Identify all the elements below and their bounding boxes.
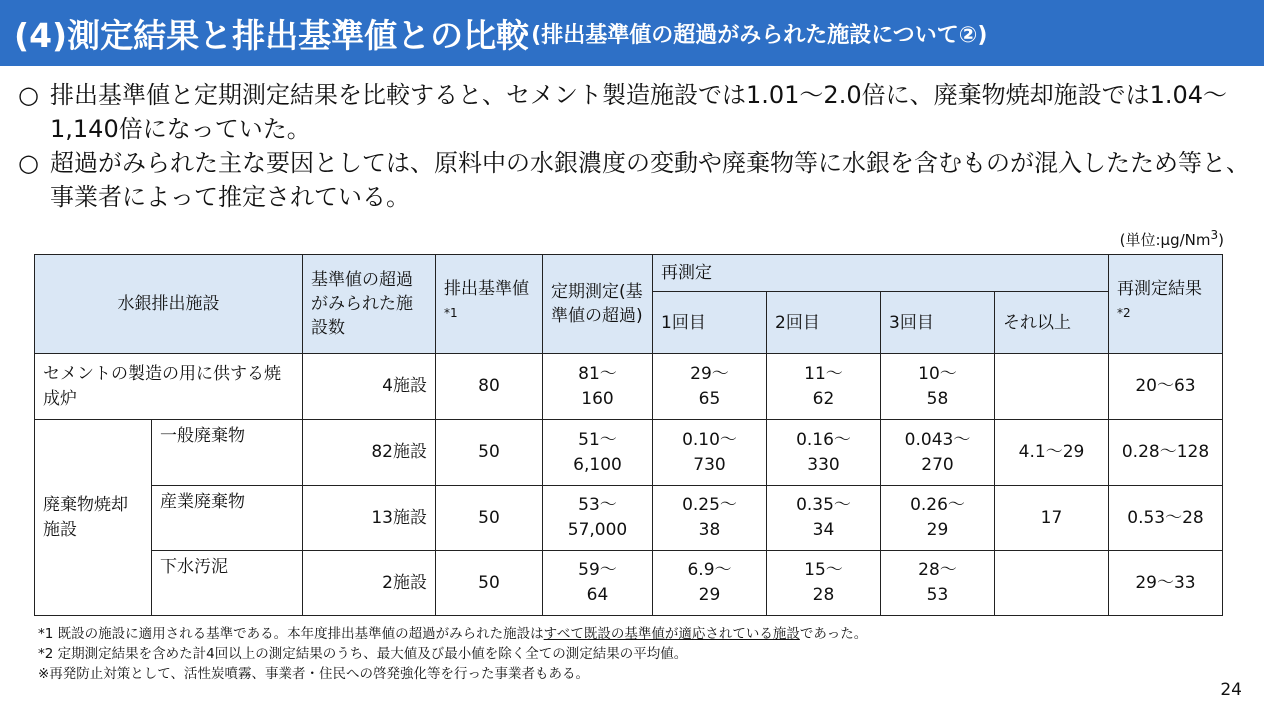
header-first: 1回目: [653, 292, 767, 354]
cell-line: 28〜: [918, 560, 957, 580]
cell-standard: 50: [436, 420, 543, 486]
cell-regular: [543, 420, 653, 486]
cell-line: 29: [698, 585, 721, 605]
cell-second: [767, 551, 881, 616]
cell-second: [767, 354, 881, 420]
cell-line: 160: [581, 388, 614, 409]
unit-suffix: ): [1218, 231, 1224, 249]
header-result-mark: *2: [1117, 306, 1131, 321]
header-second: 2回目: [767, 292, 881, 354]
cell-line: 0.043〜: [904, 429, 971, 450]
cell-line: 62: [812, 388, 835, 409]
header-regular: 定期測定(基準値の超過): [543, 255, 653, 354]
cell-third: [881, 551, 995, 616]
bullet-text: 排出基準値と定期測定結果を比較すると、セメント製造施設では1.01〜2.0倍に、廃棄物焼却施設では1.04〜1,140倍になっていた。: [50, 81, 1228, 143]
cell-first: [653, 551, 767, 616]
header-result: [1109, 255, 1223, 354]
bullet-text: 超過がみられた主な要因としては、原料中の水銀濃度の変動や廃棄物等に水銀を含むものが混入したため等と、事業者によって推定されている。: [50, 149, 1250, 211]
cell-line: 0.26〜: [910, 495, 965, 515]
cell-line: 59〜: [578, 560, 617, 580]
cell-line: 11〜: [804, 363, 843, 384]
header-remeasure: 再測定: [653, 255, 1109, 292]
page-subtitle: (排出基準値の超過がみられた施設について②): [531, 22, 988, 48]
cell-line: 53〜: [578, 495, 617, 515]
cell-line: 0.25〜: [682, 495, 737, 515]
footnote-2: *2 定期測定結果を含めた計4回以上の測定結果のうち、最大値及び最小値を除く全ての測定結果の平均値。: [38, 646, 688, 662]
bullet-mark: ○: [18, 149, 39, 177]
comparison-table: [34, 254, 1223, 616]
footnote-1-underline: すべて既設の基準値が適応されている施設: [543, 626, 800, 642]
cell-standard: 50: [436, 486, 543, 551]
cell-first: [653, 354, 767, 420]
cell-result: 29〜33: [1109, 551, 1223, 616]
cell-more: [995, 354, 1109, 420]
cell-line: 51〜: [578, 429, 617, 450]
cell-first: [653, 486, 767, 551]
cell-line: 64: [586, 585, 609, 605]
cell-line: 730: [693, 454, 726, 475]
cell-result: 0.53〜28: [1109, 486, 1223, 551]
cell-regular: [543, 354, 653, 420]
bullet-mark: ○: [18, 81, 39, 109]
cell-more: 17: [995, 486, 1109, 551]
cell-regular: [543, 551, 653, 616]
cell-line: 0.16〜: [796, 429, 851, 450]
footnote-1: [38, 624, 867, 644]
cell-count: 4施設: [303, 354, 436, 420]
cell-line: 270: [921, 454, 954, 475]
cell-standard: 80: [436, 354, 543, 420]
cell-line: 330: [807, 454, 840, 475]
cell-line: 6.9〜: [687, 560, 732, 580]
cell-facility-name: セメントの製造の用に供する焼成炉: [35, 354, 303, 420]
header-facility: 水銀排出施設: [35, 255, 303, 354]
table-row-general-waste: [35, 420, 1223, 486]
cell-first: [653, 420, 767, 486]
cell-second: [767, 420, 881, 486]
cell-line: 15〜: [804, 560, 843, 580]
cell-line: 53: [926, 585, 949, 605]
page-number: 24: [1220, 680, 1242, 700]
cell-line: 38: [698, 520, 721, 540]
cell-more: [995, 551, 1109, 616]
page-title: (4)測定結果と排出基準値との比較: [14, 15, 530, 55]
header-standard: [436, 255, 543, 354]
cell-count: 2施設: [303, 551, 436, 616]
cell-line: 6,100: [573, 454, 622, 475]
cell-facility-name: 産業廃棄物: [152, 486, 303, 551]
cell-line: 65: [698, 388, 721, 409]
header-third: 3回目: [881, 292, 995, 354]
cell-third: [881, 354, 995, 420]
cell-regular: [543, 486, 653, 551]
unit-prefix: (単位:μg/Nm: [1119, 231, 1211, 249]
footnote-1-prefix: *1 既設の施設に適用される基準である。本年度排出基準値の超過がみられた施設は: [38, 626, 544, 642]
cell-line: 57,000: [567, 520, 628, 540]
cell-line: 58: [926, 388, 949, 409]
cell-result: 20〜63: [1109, 354, 1223, 420]
cell-line: 0.35〜: [796, 495, 851, 515]
cell-more: 4.1〜29: [995, 420, 1109, 486]
cell-line: 29: [926, 520, 949, 540]
cell-line: 0.10〜: [682, 429, 737, 450]
table-row-cement: [35, 354, 1223, 420]
cell-group-incineration: 廃棄物焼却施設: [35, 420, 152, 616]
header-standard-text: 排出基準値: [444, 279, 529, 300]
cell-third: [881, 420, 995, 486]
cell-line: 81〜: [578, 363, 617, 384]
footnote-1-suffix: であった。: [799, 626, 868, 642]
cell-count: 13施設: [303, 486, 436, 551]
bullet-1: [18, 78, 1258, 146]
cell-facility-name: 一般廃棄物: [152, 420, 303, 486]
cell-standard: 50: [436, 551, 543, 616]
header-count: 基準値の超過がみられた施設数: [303, 255, 436, 354]
cell-count: 82施設: [303, 420, 436, 486]
cell-line: 29〜: [690, 363, 729, 384]
header-more: それ以上: [995, 292, 1109, 354]
cell-result: 0.28〜128: [1109, 420, 1223, 486]
title-bar: [0, 0, 1264, 66]
table-row-industrial-waste: [35, 486, 1223, 551]
cell-line: 34: [812, 520, 835, 540]
cell-line: 10〜: [918, 363, 957, 384]
unit-label: [1120, 228, 1224, 250]
cell-third: [881, 486, 995, 551]
header-result-text: 再測定結果: [1117, 279, 1202, 300]
cell-line: 28: [812, 585, 835, 605]
unit-superscript: 3: [1210, 228, 1219, 242]
bullet-2: [18, 146, 1258, 214]
table-row-sewage-sludge: [35, 551, 1223, 616]
footnote-3: ※再発防止対策として、活性炭噴霧、事業者・住民への啓発強化等を行った事業者もある。: [38, 666, 590, 682]
cell-second: [767, 486, 881, 551]
footnotes: [38, 624, 867, 684]
header-standard-mark: *1: [444, 306, 458, 321]
summary-bullets: [18, 78, 1258, 214]
cell-facility-name: 下水汚泥: [152, 551, 303, 616]
